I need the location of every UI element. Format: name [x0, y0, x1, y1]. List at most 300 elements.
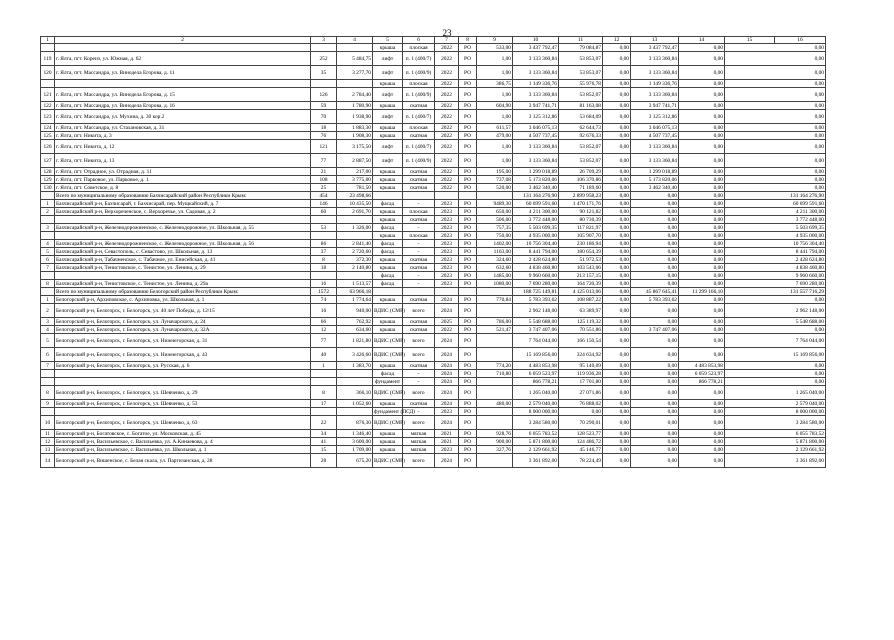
table-cell: 41 [311, 438, 337, 446]
table-cell: 3 133 360,84 [631, 140, 679, 154]
table-cell: 2023 [435, 264, 459, 272]
table-cell: 2023 [435, 248, 459, 256]
table-cell: - [403, 224, 435, 232]
table-cell [435, 288, 459, 296]
table-cell: 108 [311, 176, 337, 184]
table-cell: 62 644,73 [559, 124, 603, 132]
table-cell: 520,00 [477, 184, 513, 192]
table-cell: скатная [403, 326, 435, 334]
column-number-row [41, 37, 826, 44]
table-cell: 60 699 591,60 [725, 200, 826, 208]
table-cell: 130 [41, 184, 55, 192]
table-cell: 0,00 [603, 288, 631, 296]
table-cell: 129 [41, 176, 55, 184]
table-cell [55, 80, 311, 88]
table-cell: 22 [311, 416, 337, 430]
table-cell: 3 133 360,84 [631, 52, 679, 66]
table-cell: 0,00 [725, 168, 826, 176]
table-cell: 0,00 [603, 446, 631, 454]
table-cell: 1 265 040,00 [725, 386, 826, 400]
table-cell: 4 [41, 240, 55, 248]
table-cell: 8 [311, 386, 337, 400]
table-cell [55, 370, 311, 378]
table-cell: 27 071,86 [559, 386, 603, 400]
table-cell: РО [459, 232, 477, 240]
column-number: 9 [477, 37, 513, 44]
table-cell [337, 272, 373, 280]
table-cell: 0,00 [725, 370, 826, 378]
table-row [41, 248, 826, 256]
table-cell: 3 133 360,84 [513, 154, 559, 168]
table-cell: 3 947 741,71 [513, 102, 559, 110]
table-cell: 4 838 460,80 [513, 264, 559, 272]
table-cell: 0,00 [679, 110, 725, 124]
table-cell: 2 962 148,00 [725, 304, 826, 318]
table-cell: 0,00 [559, 408, 603, 416]
table-cell: 23 498,66 [337, 192, 373, 200]
table-cell: 0,00 [679, 256, 725, 264]
table-cell: 9 960 660,00 [513, 272, 559, 280]
table-cell: крыша [373, 400, 403, 408]
table-cell: 80 730,39 [559, 216, 603, 224]
table-cell: 1 299 018,89 [513, 168, 559, 176]
table-cell: фасад [373, 248, 403, 256]
table-cell: 0,00 [603, 272, 631, 280]
table-cell: 0,00 [725, 326, 826, 334]
table-cell: 0,00 [631, 200, 679, 208]
table-cell: 0,00 [603, 132, 631, 140]
table-cell: 128 523,77 [559, 430, 603, 438]
table-cell: 106 370,86 [559, 176, 603, 184]
table-cell: 2025 [435, 318, 459, 326]
table-cell: 12 [311, 326, 337, 334]
table-cell [435, 192, 459, 200]
table-cell: 327,76 [477, 446, 513, 454]
table-cell: 0,00 [679, 334, 725, 348]
table-row [41, 430, 826, 438]
table-cell: РО [459, 168, 477, 176]
table-cell: 3 133 360,84 [631, 88, 679, 102]
table-cell: 2 428 624,80 [513, 256, 559, 264]
table-cell: 7 764 044,00 [513, 334, 559, 348]
table-cell: 770,84 [477, 296, 513, 304]
table-cell: 0,00 [679, 400, 725, 408]
table-cell: РО [459, 224, 477, 232]
table-cell: 5 [41, 248, 55, 256]
table-cell: 3 133 360,84 [513, 52, 559, 66]
table-cell: 0,00 [631, 370, 679, 378]
table-cell [41, 378, 55, 386]
table-cell [55, 216, 311, 224]
table-cell: п. 1 (400/7) [403, 140, 435, 154]
table-cell: - [403, 272, 435, 280]
table-cell: 3 772 448,00 [725, 216, 826, 224]
table-cell: 2 [41, 208, 55, 216]
table-cell: 2022 [435, 66, 459, 80]
table-row [41, 208, 826, 216]
table-cell: 5 548 688,00 [725, 318, 826, 326]
table-cell: 0,00 [725, 362, 826, 370]
table-cell [459, 288, 477, 296]
table-cell: 10 435,50 [337, 200, 373, 208]
table-cell: 1 346,40 [337, 430, 373, 438]
table-cell: фасад [373, 272, 403, 280]
table-cell: 66 [311, 318, 337, 326]
table-cell: 1 326,00 [337, 224, 373, 232]
table-cell: Бахчисарайский р-н, Железнодорожненское, с. Железнодорожное, ул. Школьная, д. 55 [55, 224, 311, 232]
table-cell: 0,00 [679, 140, 725, 154]
table-cell: 45 867 645,41 [631, 288, 679, 296]
table-cell: 0,00 [679, 280, 725, 288]
table-cell: 0,00 [725, 378, 826, 386]
table-cell: 5 484,75 [337, 52, 373, 66]
table-cell: мягкая [403, 430, 435, 438]
table-cell: 0,00 [679, 208, 725, 216]
table-cell: Белогорский р-н, Белогорск, г. Белогорск, ул. Нижнегорская, д. 31 [55, 334, 311, 348]
table-cell: 480,00 [477, 400, 513, 408]
table-cell: РО [459, 154, 477, 168]
table-cell: 3 175,50 [337, 140, 373, 154]
table-cell: 0,00 [679, 102, 725, 110]
table-cell: 1 [41, 296, 55, 304]
table-cell: 4 211 300,00 [725, 208, 826, 216]
table-cell: 0,00 [631, 416, 679, 430]
table-cell: 2023 [435, 200, 459, 208]
table-cell: 876,30 [337, 416, 373, 430]
table-cell: 2024 [435, 386, 459, 400]
table-cell: 0,00 [631, 446, 679, 454]
table-cell: 0,00 [679, 348, 725, 362]
table-cell: 3 437 792,47 [513, 44, 559, 52]
table-cell: 2024 [435, 400, 459, 408]
table-cell: крыша [373, 296, 403, 304]
table-row [41, 400, 826, 408]
table-cell: 2024 [435, 296, 459, 304]
table-cell: 0,00 [725, 154, 826, 168]
table-cell [311, 408, 337, 416]
table-cell: - [403, 200, 435, 208]
table-cell: крыша [373, 102, 403, 110]
table-cell: 1,00 [477, 154, 513, 168]
table-cell: 1 470 171,76 [559, 200, 603, 208]
table-cell [311, 216, 337, 224]
table-cell: 3 284 580,00 [725, 416, 826, 430]
table-cell: 0,00 [679, 318, 725, 326]
table-cell: всего [403, 454, 435, 468]
table-cell [311, 370, 337, 378]
table-cell: Всего по муниципальному образованию Бахчисарайский район Республики Крым: [55, 192, 311, 200]
column-number: 10 [513, 37, 559, 44]
table-cell: РО [459, 334, 477, 348]
table-cell [477, 408, 513, 416]
table-cell: 70 551,86 [559, 326, 603, 334]
table-cell: 0,00 [631, 272, 679, 280]
table-cell: всего [403, 416, 435, 430]
table-cell: 4 211 300,00 [513, 208, 559, 216]
table-cell: 866 778,21 [513, 378, 559, 386]
table-cell: РО [459, 124, 477, 132]
column-number: 5 [373, 37, 403, 44]
table-cell: 3 426,60 [337, 348, 373, 362]
table-cell: 5 503 699,35 [725, 224, 826, 232]
table-cell: 3 462 340,40 [631, 184, 679, 192]
table-cell: 3 437 792,47 [631, 44, 679, 52]
table-cell: РО [459, 400, 477, 408]
table-row [41, 88, 826, 102]
table-cell: 710,80 [477, 370, 513, 378]
table-cell: 0,00 [603, 184, 631, 192]
table-cell: - [403, 248, 435, 256]
table-cell: 125 119,32 [559, 318, 603, 326]
table-cell: 122 [41, 102, 55, 110]
table-cell [311, 232, 337, 240]
table-cell: 51 972,53 [559, 256, 603, 264]
table-cell: 6 [41, 256, 55, 264]
table-cell: 2 140,80 [337, 264, 373, 272]
table-cell: крыша [373, 318, 403, 326]
table-cell: 0,00 [631, 264, 679, 272]
table-cell: РО [459, 208, 477, 216]
table-cell: 0,00 [631, 256, 679, 264]
table-cell: 1 908,30 [337, 132, 373, 140]
table-cell: скатная [403, 216, 435, 224]
column-number: 14 [679, 37, 725, 44]
table-row [41, 416, 826, 430]
table-cell: скатная [403, 296, 435, 304]
table-cell: 1,00 [477, 88, 513, 102]
table-cell: РО [459, 438, 477, 446]
table-cell: РО [459, 280, 477, 288]
table-cell: 2022 [435, 168, 459, 176]
table-row [41, 272, 826, 280]
table-row [41, 378, 826, 386]
table-cell: Белогорский р-н, Белогорск, г. Белогорск, ул. Нижнегорская, д. 43 [55, 348, 311, 362]
table-cell: РО [459, 132, 477, 140]
table-cell: 60 [311, 208, 337, 216]
table-cell: - [403, 240, 435, 248]
table-cell: крыша [373, 176, 403, 184]
table-cell: 0,00 [679, 264, 725, 272]
table-cell: 2023 [435, 232, 459, 240]
capital-repair-table [40, 36, 825, 468]
table-cell: 2021 [435, 430, 459, 438]
table-cell: 3 133 360,84 [631, 154, 679, 168]
table-cell: 3 [41, 224, 55, 232]
table-cell: РО [459, 362, 477, 370]
total-row [41, 192, 826, 200]
table-cell: 0,00 [603, 200, 631, 208]
table-cell: 2024 [435, 370, 459, 378]
table-cell: 9 960 660,00 [725, 272, 826, 280]
table-cell: 1 [311, 362, 337, 370]
table-cell: 124 486,72 [559, 438, 603, 446]
table-cell: 3 361 892,00 [513, 454, 559, 468]
table-cell: РО [459, 318, 477, 326]
table-cell: Белогорский р-н, Белогорск, г. Белогорск, ул. Шевченко, д. 29 [55, 386, 311, 400]
table-cell: ВДИС (СМР) [373, 304, 403, 318]
table-cell: 1 938,90 [337, 110, 373, 124]
table-cell [41, 272, 55, 280]
table-cell: 2022 [435, 52, 459, 66]
table-cell [403, 288, 435, 296]
table-cell: 3 133 360,84 [631, 66, 679, 80]
table-cell: РО [459, 378, 477, 386]
table-cell: 0,00 [603, 168, 631, 176]
table-cell: 127 [41, 154, 55, 168]
table-cell: 1572 [311, 288, 337, 296]
table-cell [41, 370, 55, 378]
table-cell: 2 962 148,00 [513, 304, 559, 318]
table-cell: 1080,00 [477, 280, 513, 288]
table-cell: 70 [311, 110, 337, 124]
table-cell: 1 149 336,76 [631, 80, 679, 88]
table-cell: 0,00 [679, 168, 725, 176]
table-cell: РО [459, 176, 477, 184]
table-cell [337, 44, 373, 52]
table-cell: 5 783 393,62 [631, 296, 679, 304]
table-cell: Белогорский р-н, Белогорск, г. Белогорск, ул. Шевченко, д. 53 [55, 400, 311, 408]
table-cell: 131 164 276,90 [725, 192, 826, 200]
table-cell: скатная [403, 256, 435, 264]
table-cell: ВДИС (СМР) [373, 334, 403, 348]
column-number: 16 [775, 37, 826, 44]
table-cell: РО [459, 80, 477, 88]
table-row [41, 44, 826, 52]
table-cell: 2023 [435, 216, 459, 224]
table-cell: 6 059 523,97 [513, 370, 559, 378]
table-cell: 77 [311, 154, 337, 168]
table-cell: 10 [41, 416, 55, 430]
table-cell: крыша [373, 44, 403, 52]
table-cell: лифт [373, 110, 403, 124]
table-cell: всего [403, 334, 435, 348]
table-cell: г. Ялта, пгт. Кореиз, ул. Южная, д. 62 [55, 52, 311, 66]
table-cell [477, 454, 513, 468]
table-cell: 1 383,70 [337, 362, 373, 370]
table-cell: 86 [311, 240, 337, 248]
table-cell: 17 [311, 400, 337, 408]
table-cell: 0,00 [603, 454, 631, 468]
table-cell: 1163,00 [477, 248, 513, 256]
table-cell: 13 [41, 446, 55, 454]
table-cell: 0,00 [631, 304, 679, 318]
table-cell: 0,00 [725, 66, 826, 80]
table-cell [337, 370, 373, 378]
table-cell: 4 507 737,45 [631, 132, 679, 140]
table-cell: г. Ялта, пгт. Массандра, ул. Стахановская, д. 31 [55, 124, 311, 132]
table-cell: 0,00 [603, 296, 631, 304]
table-cell: 0,00 [631, 224, 679, 232]
table-cell: Бахчисарайский р-н, Железнодорожненское, с. Железнодорожное, ул. Школьная, д. 56 [55, 240, 311, 248]
table-cell: 366,10 [337, 386, 373, 400]
table-cell: ВДИС (СМР) [373, 386, 403, 400]
table-cell: 632,60 [477, 264, 513, 272]
table-cell: 131 164 276,90 [513, 192, 559, 200]
table-row [41, 216, 826, 224]
table-cell: 0,00 [603, 334, 631, 348]
table-cell [41, 216, 55, 224]
table-cell: 7 [41, 362, 55, 370]
table-row [41, 454, 826, 468]
table-cell: 675,20 [337, 454, 373, 468]
table-cell: 10 756 304,40 [513, 240, 559, 248]
table-cell: 634,60 [337, 326, 373, 334]
table-cell: 2022 [435, 102, 459, 110]
table-cell [337, 80, 373, 88]
table-cell: 0,00 [679, 232, 725, 240]
table-cell: 55 976,78 [559, 80, 603, 88]
table-cell: 37 [311, 248, 337, 256]
table-cell: 2023 [435, 408, 459, 416]
table-cell: 95 140,09 [559, 362, 603, 370]
table-cell: 2022 [435, 140, 459, 154]
table-row [41, 154, 826, 168]
table-cell [55, 272, 311, 280]
table-cell: 324,60 [477, 256, 513, 264]
table-cell: 0,00 [679, 454, 725, 468]
table-cell: 18 [311, 124, 337, 132]
table-cell: 131 557 716,29 [725, 288, 826, 296]
table-cell: 0,00 [679, 240, 725, 248]
table-cell: 0,00 [603, 304, 631, 318]
table-cell: 0,00 [679, 248, 725, 256]
table-cell: 63 389,97 [559, 304, 603, 318]
table-cell: 76 [311, 132, 337, 140]
table-cell: 2023 [435, 224, 459, 232]
table-cell: 195,00 [477, 168, 513, 176]
table-row [41, 370, 826, 378]
table-cell: Бахчисарайский р-н, Верхореченское, с. Верхоречье, ул. Садовая, д. 2 [55, 208, 311, 216]
table-cell: 59 [311, 102, 337, 110]
table-cell: 74 [311, 296, 337, 304]
table-cell: 7 764 044,00 [725, 334, 826, 348]
table-cell: мягкая [403, 438, 435, 446]
table-cell: 0,00 [603, 430, 631, 438]
table-cell [311, 44, 337, 52]
table-cell [41, 192, 55, 200]
table-cell: 126 [41, 140, 55, 154]
table-cell: РО [459, 416, 477, 430]
table-cell: 0,00 [603, 154, 631, 168]
table-cell: Бахчисарайский р-н, Табачненское, с. Табачное, ул. Енисейская, д. 41 [55, 256, 311, 264]
table-cell: 2022 [435, 80, 459, 88]
table-cell: 53 684,09 [559, 110, 603, 124]
table-cell: мягкая [403, 446, 435, 454]
table-cell: 5 548 688,00 [513, 318, 559, 326]
table-cell: 125 [41, 132, 55, 140]
table-cell: 2023 [435, 256, 459, 264]
table-cell: 108 887,22 [559, 296, 603, 304]
table-cell [403, 192, 435, 200]
table-row [41, 200, 826, 208]
column-number: 6 [403, 37, 435, 44]
table-cell: Белогорский р-н, Белогорск, г. Белогорск, ул. Луначарского, д. 24 [55, 318, 311, 326]
table-cell: 0,00 [603, 256, 631, 264]
table-row [41, 362, 826, 370]
table-cell: 0,00 [631, 240, 679, 248]
table-cell: 45 146,77 [559, 446, 603, 454]
table-cell: 146 [311, 200, 337, 208]
table-cell: РО [459, 256, 477, 264]
table-cell: - [403, 370, 435, 378]
table-cell [311, 272, 337, 280]
table-cell: 1,00 [477, 66, 513, 80]
table-cell: - [403, 408, 435, 416]
column-number: 13 [631, 37, 679, 44]
table-cell: 123 [41, 110, 55, 124]
table-cell: 0,00 [603, 44, 631, 52]
table-cell: Бахчисарайский р-н, Тенистовское, с. Тенистое, ул. Ленина, д. 29 [55, 264, 311, 272]
